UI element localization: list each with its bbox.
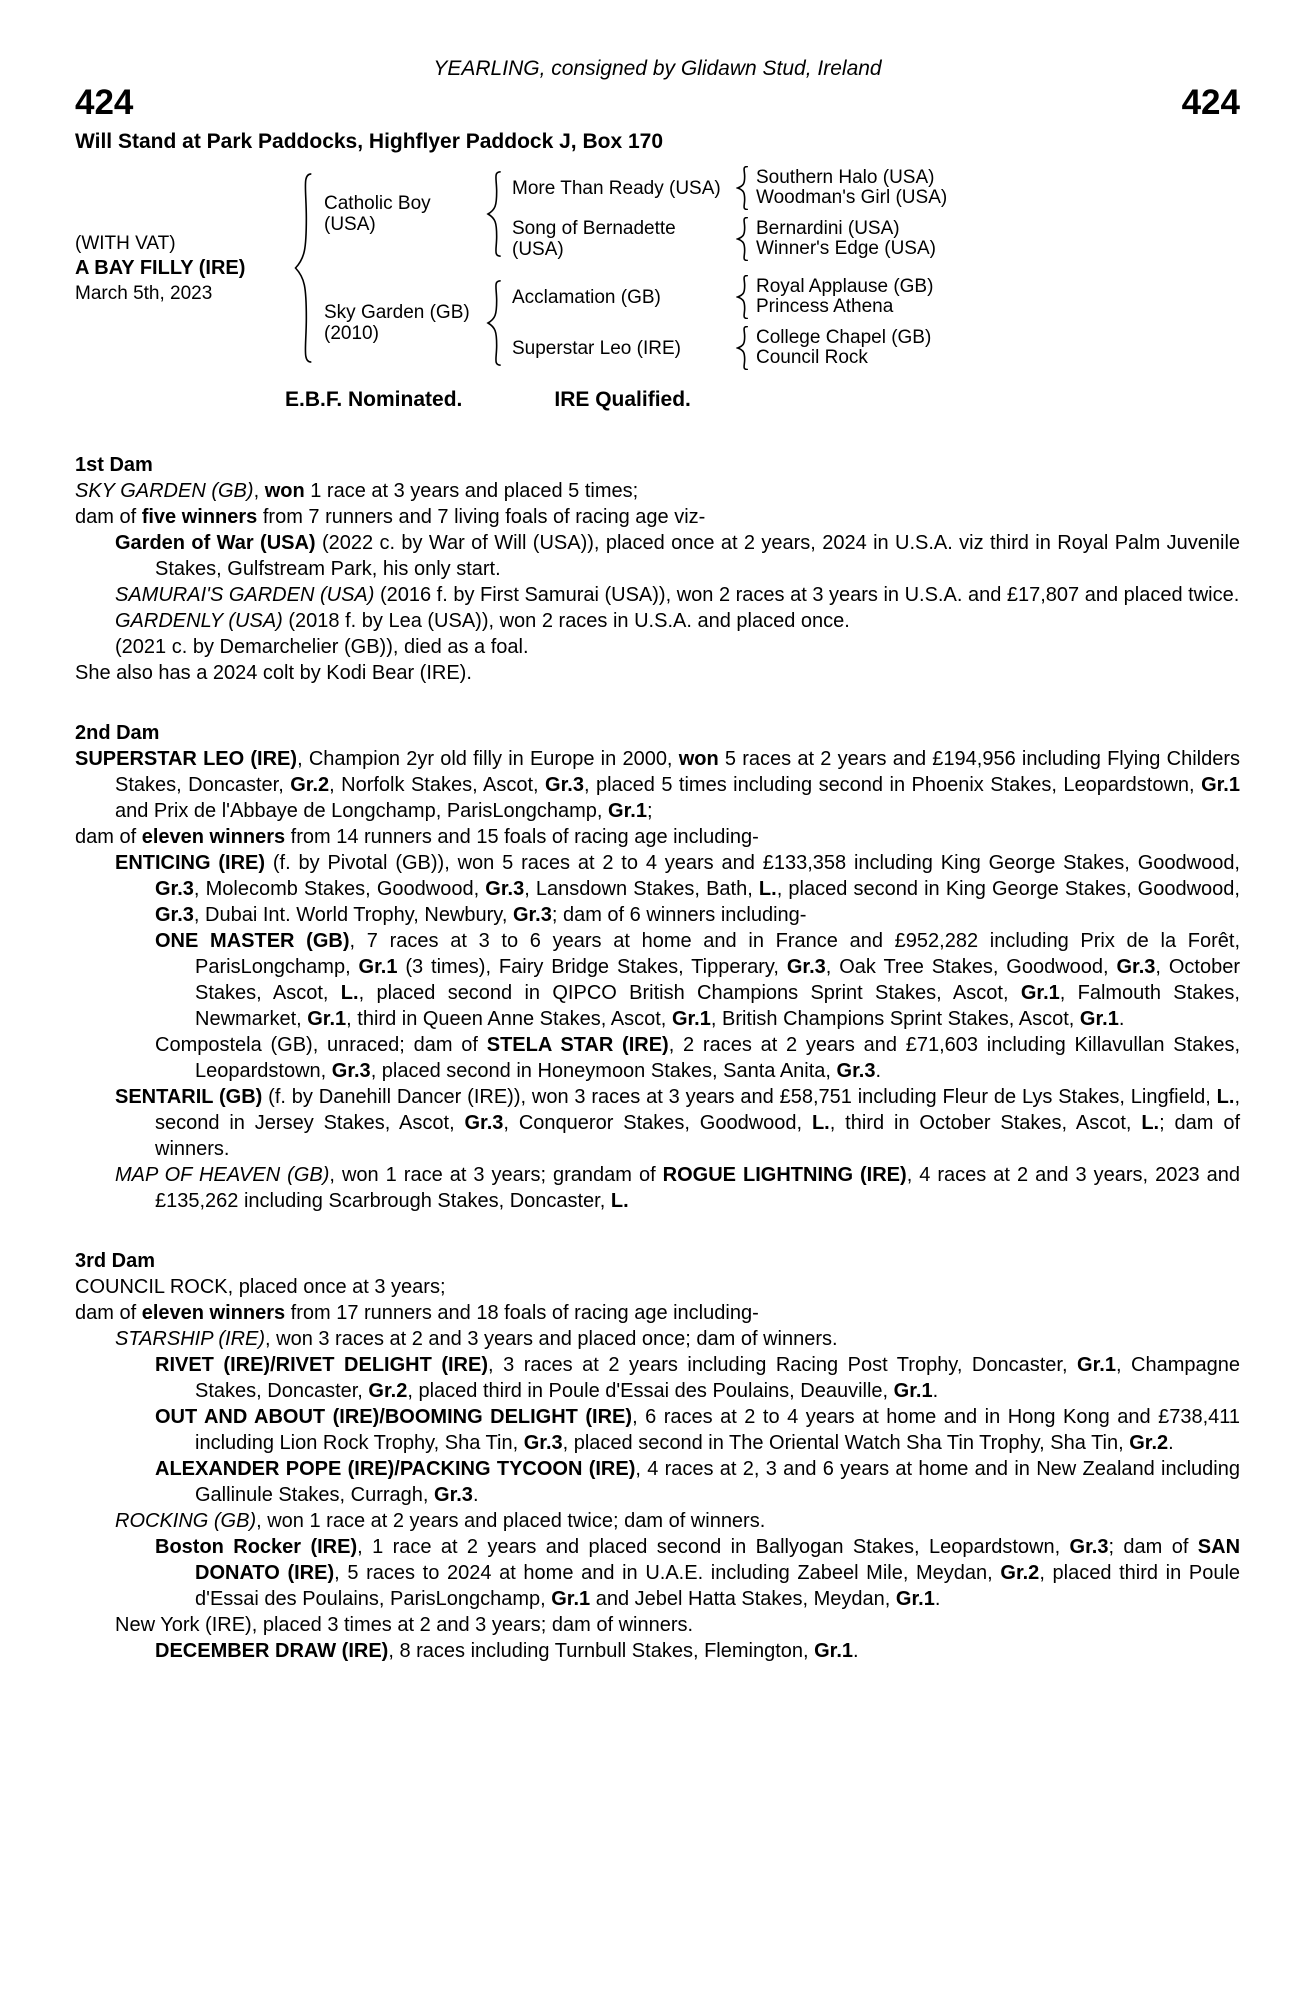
para-superstar-leo: SUPERSTAR LEO (IRE), Champion 2yr old filly in Europe in 2000, won 5 races at 2 years and £194,956 including Flying Childers Stakes, Doncaster, Gr.2, Norfolk Stakes, Ascot, Gr.3, placed 5 times including second in Phoenix Stakes, Leopardstown, Gr.1 and Prix de l'Abbaye de Longchamp, ParisLongchamp, Gr.1; — [75, 748, 1240, 822]
dam-sections — [75, 452, 1240, 1664]
dam-brace-icon — [486, 280, 502, 366]
ire-qualified-label: IRE Qualified. — [554, 388, 691, 411]
para-rocking: ROCKING (GB), won 1 race at 2 years and placed twice; dam of winners. — [115, 1510, 766, 1532]
lot-number-left: 424 — [75, 83, 134, 122]
sire-parents — [508, 166, 1240, 261]
para-out-and-about: OUT AND ABOUT (IRE)/BOOMING DELIGHT (IRE), 6 races at 2 to 4 years at home and in Hong Kong and £738,411 including Lion Rock Trophy, Sha Tin, Gr.3, placed second in The Oriental Watch Sha Tin Trophy, Sha Tin, Gr.2. — [155, 1406, 1241, 1454]
second-dam-section — [75, 720, 1240, 1214]
para-council-rock: COUNCIL ROCK, placed once at 3 years; — [75, 1276, 446, 1298]
great-granddam-2: Winner's Edge (USA) — [756, 238, 936, 259]
great-grandsire-4: College Chapel (GB) — [756, 327, 932, 348]
sire-sire-name — [508, 178, 736, 199]
pedigree-generations — [318, 166, 1240, 370]
horse-info — [75, 233, 293, 304]
dam-sire-line1: Acclamation (GB) — [512, 286, 661, 308]
great-granddam-1: Woodman's Girl (USA) — [756, 187, 948, 208]
para-enticing: ENTICING (IRE) (f. by Pivotal (GB)), won 5 races at 2 to 4 years and £133,358 including King George Stakes, Goodwood, Gr.3, Molecomb Stakes, Goodwood, Gr.3, Lansdown Stakes, Bath, L., placed second in King George Stakes, Goodwood, Gr.3, Dubai Int. World Trophy, Newbury, Gr.3; dam of 6 winners including- — [115, 852, 1240, 926]
para-dam-of-eleven-winners: dam of eleven winners from 14 runners and 15 foals of racing age including- — [75, 826, 759, 848]
para-boston-rocker: Boston Rocker (IRE), 1 race at 2 years and placed second in Ballyogan Stakes, Leopardstown, Gr.3; dam of SAN DONATO (IRE), 5 races to 2024 at home and in U.A.E. including Zabeel Mile, Meydan, Gr.2, placed third in Poule d'Essai des Poulains, ParisLongchamp, Gr.1 and Jebel Hatta Stakes, Meydan, Gr.1. — [155, 1536, 1241, 1610]
first-dam-section — [75, 452, 1240, 686]
dam-name-line1: Sky Garden (GB) — [324, 301, 470, 323]
sire-sire-brace-icon — [736, 166, 749, 210]
great-granddam-3: Princess Athena — [756, 296, 894, 317]
para-map-of-heaven: MAP OF HEAVEN (GB), won 1 race at 3 years; grandam of ROGUE LIGHTNING (IRE), 4 races at 2 and 3 years, 2023 and £135,262 including Scarbrough Stakes, Doncaster, L. — [115, 1164, 1240, 1212]
dam-dam-name — [508, 338, 736, 359]
sire-dam-brace-icon — [736, 217, 749, 261]
dam-sire-branch — [508, 275, 1240, 319]
para-gardenly: GARDENLY (USA) (2018 f. by Lea (USA)), won 2 races in U.S.A. and placed once. — [115, 610, 850, 632]
foal-date: March 5th, 2023 — [75, 282, 213, 304]
third-dam-heading: 3rd Dam — [75, 1250, 156, 1272]
great-grandsire-3: Royal Applause (GB) — [756, 276, 934, 297]
para-sky-garden: SKY GARDEN (GB), won 1 race at 3 years and placed 5 times; — [75, 480, 639, 502]
para-2024-colt: She also has a 2024 colt by Kodi Bear (IRE). — [75, 662, 472, 684]
sire-name — [318, 193, 486, 235]
third-dam-section — [75, 1248, 1240, 1664]
sire-sire-branch — [508, 166, 1240, 210]
first-dam-heading: 1st Dam — [75, 454, 153, 476]
para-dam-of-eleven-winners-2: dam of eleven winners from 17 runners and 18 foals of racing age including- — [75, 1302, 759, 1324]
great-grandsire-2: Bernardini (USA) — [756, 218, 900, 239]
para-december-draw: DECEMBER DRAW (IRE), 8 races including Turnbull Stakes, Flemington, Gr.1. — [155, 1640, 859, 1662]
dam-dam-branch — [508, 326, 1240, 370]
sire-dam-line2: (USA) — [512, 239, 564, 260]
sire-dam-branch — [508, 217, 1240, 261]
sire-sire-line1: More Than Ready (USA) — [512, 177, 721, 199]
great-grandsire-1: Southern Halo (USA) — [756, 167, 935, 188]
para-garden-of-war: Garden of War (USA) (2022 c. by War of Will (USA)), placed once at 2 years, 2024 in U.S.A. viz third in Royal Palm Juvenile Stakes, Gulfstream Park, his only start. — [115, 532, 1241, 580]
para-new-york: New York (IRE), placed 3 times at 2 and 3 years; dam of winners. — [115, 1614, 694, 1636]
horse-name: A BAY FILLY (IRE) — [75, 256, 246, 279]
lot-number-row — [75, 84, 1240, 122]
great-granddam-4: Council Rock — [756, 347, 868, 368]
sire-sire-parents — [756, 168, 947, 208]
dam-dam-brace-icon — [736, 326, 749, 370]
sire-branch — [318, 166, 1240, 261]
lot-number-right: 424 — [1181, 83, 1240, 122]
dam-dam-parents — [756, 328, 931, 368]
para-sentaril: SENTARIL (GB) (f. by Danehill Dancer (IRE)), won 3 races at 3 years and £58,751 including Fleur de Lys Stakes, Lingfield, L., second in Jersey Stakes, Ascot, Gr.3, Conqueror Stakes, Goodwood, L., third in October Stakes, Ascot, L.; dam of winners. — [115, 1086, 1241, 1160]
dam-dam-line1: Superstar Leo (IRE) — [512, 337, 681, 359]
sire-name-line2: (USA) — [324, 213, 376, 235]
stand-location: Will Stand at Park Paddocks, Highflyer Paddock J, Box 170 — [75, 130, 663, 153]
dam-sire-name — [508, 287, 736, 308]
sire-dam-line1: Song of Bernadette — [512, 218, 676, 239]
para-rivet: RIVET (IRE)/RIVET DELIGHT (IRE), 3 races at 2 years including Racing Post Trophy, Doncaster, Gr.1, Champagne Stakes, Doncaster, Gr.2, placed third in Poule d'Essai des Poulains, Deauville, Gr.1. — [155, 1354, 1240, 1402]
ebf-nominated-label: E.B.F. Nominated. — [285, 388, 463, 411]
sire-name-line1: Catholic Boy — [324, 192, 431, 214]
para-one-master: ONE MASTER (GB), 7 races at 3 to 6 years at home and in France and £952,282 including Prix de la Forêt, ParisLongchamp, Gr.1 (3 times), Fairy Bridge Stakes, Tipperary, Gr.3, Oak Tree Stakes, Goodwood, Gr.3, October Stakes, Ascot, L., placed second in QIPCO British Champions Sprint Stakes, Ascot, Gr.1, Falmouth Stakes, Newmarket, Gr.1, third in Queen Anne Stakes, Ascot, Gr.1, British Champions Sprint Stakes, Ascot, Gr.1. — [155, 930, 1241, 1030]
para-samurais-garden: SAMURAI'S GARDEN (USA) (2016 f. by First Samurai (USA)), won 2 races at 3 years in U.S.A. and £17,807 and placed twice. — [115, 584, 1240, 606]
dam-sire-brace-icon — [736, 275, 749, 319]
para-compostela: Compostela (GB), unraced; dam of STELA STAR (IRE), 2 races at 2 years and £71,603 including Killavullan Stakes, Leopardstown, Gr.3, placed second in Honeymoon Stakes, Santa Anita, Gr.3. — [155, 1034, 1240, 1082]
para-starship: STARSHIP (IRE), won 3 races at 2 and 3 years and placed once; dam of winners. — [115, 1328, 838, 1350]
sire-dam-parents — [756, 219, 936, 259]
sire-brace-icon — [486, 171, 502, 257]
dam-parents — [508, 275, 1240, 370]
second-dam-heading: 2nd Dam — [75, 722, 160, 744]
dam-sire-parents — [756, 277, 933, 317]
para-dam-of-five-winners: dam of five winners from 7 runners and 7 living foals of racing age viz- — [75, 506, 706, 528]
qualifications-line — [285, 388, 1240, 412]
dam-name-line2: (2010) — [324, 322, 379, 344]
main-brace-icon — [293, 172, 313, 364]
vat-note: (WITH VAT) — [75, 232, 176, 254]
para-alexander-pope: ALEXANDER POPE (IRE)/PACKING TYCOON (IRE), 4 races at 2, 3 and 6 years at home and in New Zealand including Gallinule Stakes, Curragh, Gr.3. — [155, 1458, 1240, 1506]
dam-name — [318, 302, 486, 344]
dam-branch — [318, 275, 1240, 370]
consignor-line: YEARLING, consigned by Glidawn Stud, Ireland — [433, 57, 882, 80]
pedigree-table — [75, 166, 1240, 370]
para-2021-colt: (2021 c. by Demarchelier (GB)), died as a foal. — [115, 636, 529, 658]
sire-dam-name — [508, 218, 736, 260]
